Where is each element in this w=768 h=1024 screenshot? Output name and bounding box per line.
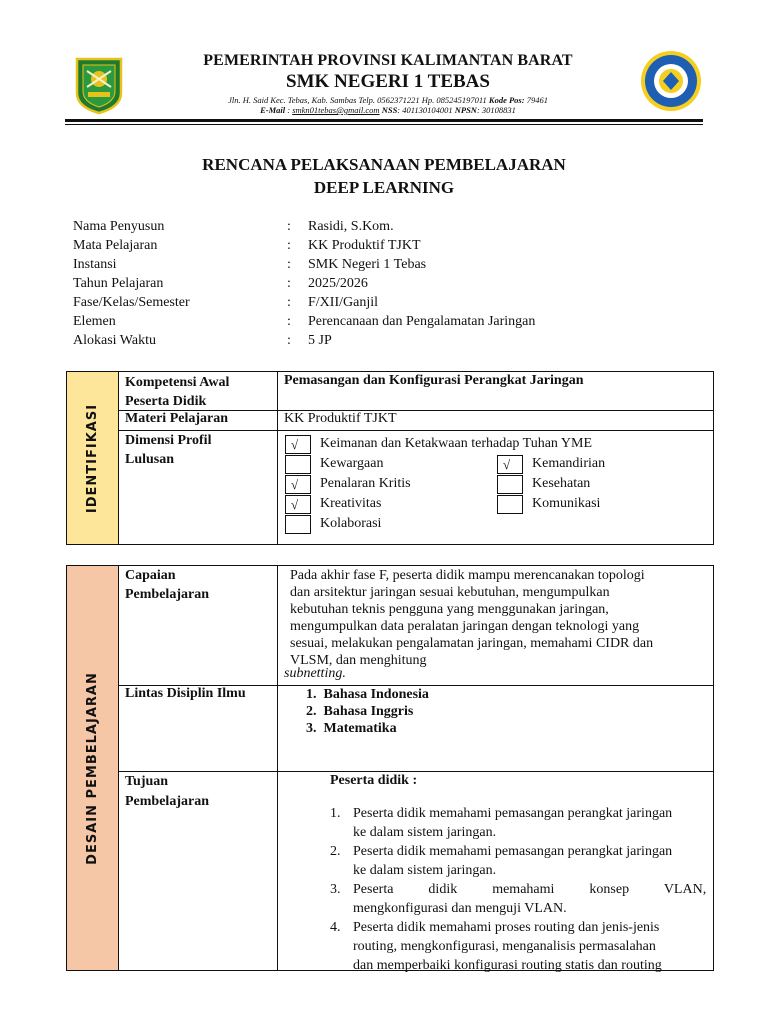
info-value: F/XII/Ganjil: [308, 295, 378, 310]
lintas-item: [306, 720, 429, 737]
capaian-line: Pada akhir fase F, peserta didik mampu merencanakan topologi: [290, 568, 645, 583]
tujuan-line: Peserta didik memahami pemasangan perangkat jaringan: [353, 844, 673, 859]
kompetensi-label: [125, 373, 229, 411]
header-government-name: PEMERINTAH PROVINSI KALIMANTAN BARAT: [203, 52, 573, 69]
info-label: Elemen: [73, 314, 116, 329]
dimensi-kewargaan-label: Kewargaan: [320, 456, 384, 471]
info-colon: :: [287, 219, 291, 234]
tujuan-line: routing, mengkonfigurasi, menganalisis permasalahan: [353, 939, 656, 954]
tujuan-line: mengkonfigurasi dan menguji VLAN.: [353, 901, 567, 916]
identifikasi-side-label: IDENTIFIKASI: [85, 403, 100, 513]
npsn-label: NPSN: [454, 105, 477, 115]
dimensi-kemandirian-label: Kemandirian: [532, 456, 606, 471]
capaian-label: [125, 566, 209, 604]
dimensi-penalaran-label: Penalaran Kritis: [320, 476, 411, 491]
divider: [277, 371, 278, 545]
tujuan-label: [125, 772, 209, 812]
tujuan-item: [330, 804, 708, 842]
tujuan-item: [330, 918, 708, 975]
info-colon: :: [287, 238, 291, 253]
materi-label: Materi Pelajaran: [125, 411, 229, 426]
info-row: [73, 219, 713, 238]
info-row: [73, 276, 713, 295]
dimensi-kolaborasi-label: Kolaborasi: [320, 516, 382, 531]
email-sep: :: [285, 105, 293, 115]
doc-title-line1: RENCANA PELAKSANAAN PEMBELAJARAN: [202, 155, 566, 174]
identifikasi-side-panel: [67, 372, 118, 544]
tujuan-line: ke dalam sistem jaringan.: [353, 863, 497, 878]
info-value: SMK Negeri 1 Tebas: [308, 257, 427, 272]
lintas-no: 1.: [306, 687, 317, 702]
tujuan-label-line: Tujuan: [125, 774, 169, 789]
capaian-line: kebutuhan teknis pengguna yang menggunakan jaringan,: [290, 602, 609, 617]
info-row: [73, 257, 713, 276]
info-label: Nama Penyusun: [73, 219, 165, 234]
info-colon: :: [287, 257, 291, 272]
tujuan-label-line: Pembelajaran: [125, 794, 209, 809]
divider: [118, 371, 119, 545]
tujuan-item: [330, 842, 708, 880]
info-colon: :: [287, 333, 291, 348]
capaian-line: sesuai, melakukan pengalamatan jaringan, memahami CIDR dan: [290, 636, 654, 651]
info-label: Instansi: [73, 257, 117, 272]
checkbox-kesehatan[interactable]: [497, 475, 523, 494]
tujuan-line: dan memperbaiki konfigurasi routing statis dan routing: [353, 958, 662, 973]
npsn-value: : 30108831: [476, 105, 516, 115]
header-school-name: SMK NEGERI 1 TEBAS: [286, 71, 490, 92]
tujuan-line: ke dalam sistem jaringan.: [353, 825, 497, 840]
tujuan-heading: Peserta didik :: [330, 773, 418, 788]
desain-side-label: DESAIN PEMBELAJARAN: [85, 671, 101, 865]
info-value: Perencanaan dan Pengalamatan Jaringan: [308, 314, 536, 329]
lintas-list: [306, 686, 429, 737]
tujuan-no: 1.: [330, 806, 341, 821]
header-rule-thin: [65, 124, 703, 125]
capaian-text: [290, 567, 653, 669]
checkbox-keimanan[interactable]: √: [285, 435, 311, 454]
info-colon: :: [287, 295, 291, 310]
info-value: KK Produktif TJKT: [308, 238, 421, 253]
lintas-item: [306, 686, 429, 703]
lintas-no: 3.: [306, 721, 317, 736]
kompetensi-label-line: Kompetensi Awal: [125, 375, 230, 390]
checkbox-kewargaan[interactable]: [285, 455, 311, 474]
email-label: E-Mail: [260, 105, 286, 115]
lintas-text: Matematika: [323, 721, 397, 736]
tujuan-no: 3.: [330, 882, 341, 897]
header-address: [130, 95, 646, 115]
info-row: [73, 238, 713, 257]
desain-side-panel: [67, 566, 118, 970]
dimensi-label-line: Lulusan: [125, 452, 175, 467]
nss-value: : 401130104001: [397, 105, 455, 115]
capaian-line: VLSM, dan menghitung: [290, 653, 427, 668]
nss-label: NSS: [379, 105, 398, 115]
tujuan-line: Peserta didik memahami konsep VLAN,: [353, 882, 707, 897]
kode-pos-value: 79461: [524, 95, 548, 105]
lintas-text: Bahasa Indonesia: [323, 687, 429, 702]
checkbox-kreativitas[interactable]: √: [285, 495, 311, 514]
capaian-line: mengumpulkan data peralatan jaringan dengan teknologi yang: [290, 619, 640, 634]
kompetensi-label-line: Peserta Didik: [125, 394, 207, 409]
info-value: 2025/2026: [308, 276, 368, 291]
tujuan-line: Peserta didik memahami pemasangan perangkat jaringan: [353, 806, 673, 821]
lintas-text: Bahasa Inggris: [323, 704, 414, 719]
info-value: 5 JP: [308, 333, 332, 348]
info-label: Alokasi Waktu: [73, 333, 156, 348]
info-label: Tahun Pelajaran: [73, 276, 164, 291]
dimensi-label-line: Dimensi Profil: [125, 433, 212, 448]
capaian-italic: subnetting.: [284, 666, 346, 681]
divider: [118, 565, 119, 971]
tujuan-no: 4.: [330, 920, 341, 935]
info-label: Mata Pelajaran: [73, 238, 158, 253]
kompetensi-value: Pemasangan dan Konfigurasi Perangkat Jaringan: [284, 373, 584, 388]
checkbox-komunikasi[interactable]: [497, 495, 523, 514]
tujuan-no: 2.: [330, 844, 341, 859]
dimensi-komunikasi-label: Komunikasi: [532, 496, 601, 511]
capaian-label-line: Capaian: [125, 568, 176, 583]
info-row: [73, 333, 713, 352]
info-colon: :: [287, 276, 291, 291]
kode-pos-label: Kode Pos:: [488, 95, 525, 105]
dimensi-keimanan-label: Keimanan dan Ketakwaan terhadap Tuhan YME: [320, 436, 593, 451]
info-label: Fase/Kelas/Semester: [73, 295, 190, 310]
checkbox-kolaborasi[interactable]: [285, 515, 311, 534]
info-value: Rasidi, S.Kom.: [308, 219, 394, 234]
tujuan-item: [330, 880, 708, 918]
right-logo: [640, 50, 702, 112]
dimensi-kreativitas-label: Kreativitas: [320, 496, 382, 511]
checkbox-penalaran-kritis[interactable]: √: [285, 475, 311, 494]
dimensi-kesehatan-label: Kesehatan: [532, 476, 591, 491]
lintas-item: [306, 703, 429, 720]
info-row: [73, 314, 713, 333]
header-rule-thick: [65, 119, 703, 122]
info-row: [73, 295, 713, 314]
email-link[interactable]: smkn01tebas@gmail.com: [292, 105, 380, 115]
materi-value: KK Produktif TJKT: [284, 411, 397, 426]
lintas-no: 2.: [306, 704, 317, 719]
lintas-label: Lintas Disiplin Ilmu: [125, 686, 246, 701]
left-logo: [73, 55, 125, 115]
checkbox-kemandirian[interactable]: √: [497, 455, 523, 474]
tujuan-line: Peserta didik memahami proses routing dan jenis-jenis: [353, 920, 660, 935]
address-text: Jln. H. Said Kec. Tebas, Kab. Sambas Telp. 0562371221 Hp. 085245197011: [228, 95, 489, 105]
tujuan-list: [330, 804, 708, 975]
info-colon: :: [287, 314, 291, 329]
dimensi-label: [125, 431, 211, 469]
capaian-label-line: Pembelajaran: [125, 587, 209, 602]
divider: [277, 565, 278, 971]
doc-title-line2: DEEP LEARNING: [313, 178, 455, 197]
capaian-line: dan arsitektur jaringan sesuai kebutuhan, mengumpulkan: [290, 585, 610, 600]
